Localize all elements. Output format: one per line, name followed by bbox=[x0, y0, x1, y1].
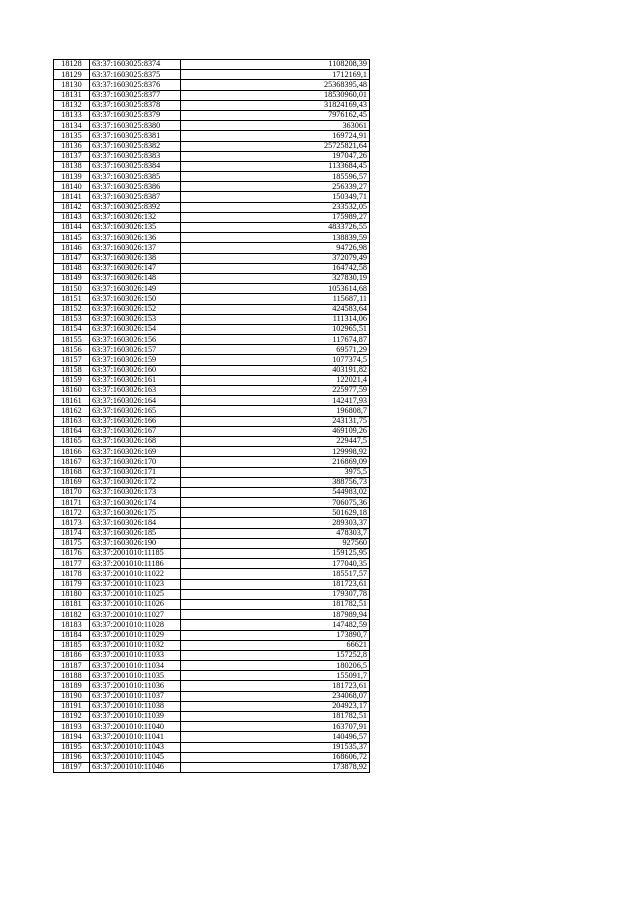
table-row bbox=[54, 263, 370, 273]
value-cell: 169724,91 bbox=[181, 131, 370, 141]
table-row bbox=[54, 620, 370, 630]
row-number-cell: 18137 bbox=[54, 151, 90, 161]
cadastral-number-cell: 63:37:1603025:8375 bbox=[90, 70, 181, 80]
table-row bbox=[54, 294, 370, 304]
value-cell: 372079,49 bbox=[181, 253, 370, 263]
row-number-cell: 18140 bbox=[54, 182, 90, 192]
table-row bbox=[54, 182, 370, 192]
table-row bbox=[54, 630, 370, 640]
row-number-cell: 18162 bbox=[54, 406, 90, 416]
table-row bbox=[54, 223, 370, 233]
table-row bbox=[54, 70, 370, 80]
row-number-cell: 18165 bbox=[54, 436, 90, 446]
table-row bbox=[54, 722, 370, 732]
table-row bbox=[54, 324, 370, 334]
row-number-cell: 18193 bbox=[54, 722, 90, 732]
cadastral-number-cell: 63:37:1603026:150 bbox=[90, 294, 181, 304]
row-number-cell: 18182 bbox=[54, 610, 90, 620]
value-cell: 66621 bbox=[181, 640, 370, 650]
table-row bbox=[54, 457, 370, 467]
row-number-cell: 18177 bbox=[54, 559, 90, 569]
row-number-cell: 18190 bbox=[54, 691, 90, 701]
value-cell: 424583,64 bbox=[181, 304, 370, 314]
value-cell: 191535,37 bbox=[181, 742, 370, 752]
value-cell: 177040,35 bbox=[181, 559, 370, 569]
row-number-cell: 18174 bbox=[54, 528, 90, 538]
cadastral-number-cell: 63:37:1603026:173 bbox=[90, 487, 181, 497]
cadastral-number-cell: 63:37:2001010:11036 bbox=[90, 681, 181, 691]
table-body bbox=[54, 60, 370, 773]
table-row bbox=[54, 202, 370, 212]
value-cell: 225977,59 bbox=[181, 386, 370, 396]
row-number-cell: 18161 bbox=[54, 396, 90, 406]
table-row bbox=[54, 579, 370, 589]
value-cell: 150349,71 bbox=[181, 192, 370, 202]
table-row bbox=[54, 416, 370, 426]
value-cell: 179307,78 bbox=[181, 589, 370, 599]
cadastral-number-cell: 63:37:1603026:166 bbox=[90, 416, 181, 426]
cadastral-number-cell: 63:37:1603025:8381 bbox=[90, 131, 181, 141]
value-cell: 1077374,5 bbox=[181, 355, 370, 365]
table-row bbox=[54, 487, 370, 497]
table-row bbox=[54, 314, 370, 324]
cadastral-number-cell: 63:37:1603026:160 bbox=[90, 365, 181, 375]
row-number-cell: 18188 bbox=[54, 671, 90, 681]
table-row bbox=[54, 508, 370, 518]
value-cell: 111314,06 bbox=[181, 314, 370, 324]
value-cell: 706075,36 bbox=[181, 498, 370, 508]
table-row bbox=[54, 426, 370, 436]
row-number-cell: 18149 bbox=[54, 273, 90, 283]
table-row bbox=[54, 640, 370, 650]
table-row bbox=[54, 742, 370, 752]
value-cell: 469109,26 bbox=[181, 426, 370, 436]
table-row bbox=[54, 538, 370, 548]
cadastral-number-cell: 63:37:1603026:168 bbox=[90, 436, 181, 446]
value-cell: 129998,92 bbox=[181, 447, 370, 457]
row-number-cell: 18136 bbox=[54, 141, 90, 151]
table-row bbox=[54, 212, 370, 222]
value-cell: 173890,7 bbox=[181, 630, 370, 640]
cadastral-number-cell: 63:37:1603025:8384 bbox=[90, 161, 181, 171]
row-number-cell: 18130 bbox=[54, 80, 90, 90]
cadastral-value-table bbox=[53, 59, 370, 773]
row-number-cell: 18158 bbox=[54, 365, 90, 375]
table-row bbox=[54, 406, 370, 416]
row-number-cell: 18135 bbox=[54, 131, 90, 141]
cadastral-number-cell: 63:37:2001010:11185 bbox=[90, 549, 181, 559]
cadastral-number-cell: 63:37:2001010:11039 bbox=[90, 712, 181, 722]
table-row bbox=[54, 467, 370, 477]
row-number-cell: 18134 bbox=[54, 121, 90, 131]
cadastral-number-cell: 63:37:1603025:8382 bbox=[90, 141, 181, 151]
table-row bbox=[54, 589, 370, 599]
table-row bbox=[54, 559, 370, 569]
value-cell: 185596,57 bbox=[181, 172, 370, 182]
cadastral-number-cell: 63:37:1603026:171 bbox=[90, 467, 181, 477]
cadastral-number-cell: 63:37:1603026:138 bbox=[90, 253, 181, 263]
row-number-cell: 18170 bbox=[54, 487, 90, 497]
value-cell: 289303,37 bbox=[181, 518, 370, 528]
value-cell: 185517,57 bbox=[181, 569, 370, 579]
cadastral-number-cell: 63:37:1603026:156 bbox=[90, 335, 181, 345]
row-number-cell: 18183 bbox=[54, 620, 90, 630]
value-cell: 1108208,39 bbox=[181, 60, 370, 70]
value-cell: 501629,18 bbox=[181, 508, 370, 518]
cadastral-number-cell: 63:37:2001010:11037 bbox=[90, 691, 181, 701]
cadastral-number-cell: 63:37:2001010:11025 bbox=[90, 589, 181, 599]
table-row bbox=[54, 752, 370, 762]
value-cell: 196808,7 bbox=[181, 406, 370, 416]
value-cell: 147482,59 bbox=[181, 620, 370, 630]
table-row bbox=[54, 732, 370, 742]
cadastral-number-cell: 63:37:1603025:8392 bbox=[90, 202, 181, 212]
table-row bbox=[54, 650, 370, 660]
cadastral-number-cell: 63:37:1603026:152 bbox=[90, 304, 181, 314]
row-number-cell: 18187 bbox=[54, 661, 90, 671]
cadastral-number-cell: 63:37:2001010:11045 bbox=[90, 752, 181, 762]
value-cell: 216869,09 bbox=[181, 457, 370, 467]
value-cell: 181723,61 bbox=[181, 681, 370, 691]
row-number-cell: 18138 bbox=[54, 161, 90, 171]
cadastral-number-cell: 63:37:1603026:190 bbox=[90, 538, 181, 548]
row-number-cell: 18145 bbox=[54, 233, 90, 243]
cadastral-number-cell: 63:37:1603026:136 bbox=[90, 233, 181, 243]
cadastral-number-cell: 63:37:2001010:11035 bbox=[90, 671, 181, 681]
row-number-cell: 18143 bbox=[54, 212, 90, 222]
cadastral-number-cell: 63:37:1603026:153 bbox=[90, 314, 181, 324]
table-row bbox=[54, 436, 370, 446]
row-number-cell: 18168 bbox=[54, 467, 90, 477]
row-number-cell: 18185 bbox=[54, 640, 90, 650]
table-row bbox=[54, 661, 370, 671]
cadastral-number-cell: 63:37:2001010:11040 bbox=[90, 722, 181, 732]
row-number-cell: 18184 bbox=[54, 630, 90, 640]
row-number-cell: 18131 bbox=[54, 90, 90, 100]
value-cell: 187989,94 bbox=[181, 610, 370, 620]
cadastral-number-cell: 63:37:2001010:11028 bbox=[90, 620, 181, 630]
value-cell: 163707,91 bbox=[181, 722, 370, 732]
cadastral-number-cell: 63:37:1603026:148 bbox=[90, 273, 181, 283]
cadastral-number-cell: 63:37:1603026:157 bbox=[90, 345, 181, 355]
row-number-cell: 18150 bbox=[54, 284, 90, 294]
value-cell: 197047,26 bbox=[181, 151, 370, 161]
row-number-cell: 18139 bbox=[54, 172, 90, 182]
table-row bbox=[54, 569, 370, 579]
value-cell: 204923,17 bbox=[181, 701, 370, 711]
cadastral-number-cell: 63:37:1603025:8379 bbox=[90, 110, 181, 120]
table-row bbox=[54, 477, 370, 487]
table-row bbox=[54, 121, 370, 131]
value-cell: 363061 bbox=[181, 121, 370, 131]
row-number-cell: 18189 bbox=[54, 681, 90, 691]
table-row bbox=[54, 151, 370, 161]
cadastral-number-cell: 63:37:2001010:11034 bbox=[90, 661, 181, 671]
value-cell: 157252,8 bbox=[181, 650, 370, 660]
cadastral-number-cell: 63:37:2001010:11043 bbox=[90, 742, 181, 752]
row-number-cell: 18157 bbox=[54, 355, 90, 365]
cadastral-number-cell: 63:37:1603025:8376 bbox=[90, 80, 181, 90]
value-cell: 544983,02 bbox=[181, 487, 370, 497]
row-number-cell: 18163 bbox=[54, 416, 90, 426]
cadastral-number-cell: 63:37:2001010:11038 bbox=[90, 701, 181, 711]
row-number-cell: 18186 bbox=[54, 650, 90, 660]
value-cell: 159125,95 bbox=[181, 549, 370, 559]
row-number-cell: 18154 bbox=[54, 324, 90, 334]
table-row bbox=[54, 233, 370, 243]
cadastral-number-cell: 63:37:2001010:11046 bbox=[90, 762, 181, 772]
cadastral-number-cell: 63:37:1603026:163 bbox=[90, 386, 181, 396]
value-cell: 117674,87 bbox=[181, 335, 370, 345]
value-cell: 388756,73 bbox=[181, 477, 370, 487]
row-number-cell: 18180 bbox=[54, 589, 90, 599]
row-number-cell: 18152 bbox=[54, 304, 90, 314]
row-number-cell: 18196 bbox=[54, 752, 90, 762]
value-cell: 25725821,64 bbox=[181, 141, 370, 151]
cadastral-number-cell: 63:37:1603025:8377 bbox=[90, 90, 181, 100]
cadastral-number-cell: 63:37:1603026:169 bbox=[90, 447, 181, 457]
table-row bbox=[54, 90, 370, 100]
value-cell: 4833726,55 bbox=[181, 223, 370, 233]
table-row bbox=[54, 172, 370, 182]
value-cell: 181723,61 bbox=[181, 579, 370, 589]
value-cell: 168606,72 bbox=[181, 752, 370, 762]
table-row bbox=[54, 386, 370, 396]
table-row bbox=[54, 528, 370, 538]
table-row bbox=[54, 518, 370, 528]
table-row bbox=[54, 681, 370, 691]
value-cell: 122021,4 bbox=[181, 375, 370, 385]
table-row bbox=[54, 396, 370, 406]
value-cell: 233532,05 bbox=[181, 202, 370, 212]
row-number-cell: 18197 bbox=[54, 762, 90, 772]
cadastral-number-cell: 63:37:2001010:11041 bbox=[90, 732, 181, 742]
cadastral-number-cell: 63:37:1603026:164 bbox=[90, 396, 181, 406]
cadastral-number-cell: 63:37:1603026:154 bbox=[90, 324, 181, 334]
table-row bbox=[54, 355, 370, 365]
row-number-cell: 18156 bbox=[54, 345, 90, 355]
table-row bbox=[54, 80, 370, 90]
cadastral-number-cell: 63:37:2001010:11026 bbox=[90, 599, 181, 609]
table-row bbox=[54, 60, 370, 70]
cadastral-number-cell: 63:37:1603026:184 bbox=[90, 518, 181, 528]
cadastral-number-cell: 63:37:1603025:8387 bbox=[90, 192, 181, 202]
row-number-cell: 18175 bbox=[54, 538, 90, 548]
row-number-cell: 18192 bbox=[54, 712, 90, 722]
value-cell: 243131,75 bbox=[181, 416, 370, 426]
row-number-cell: 18142 bbox=[54, 202, 90, 212]
cadastral-number-cell: 63:37:1603026:159 bbox=[90, 355, 181, 365]
table-row bbox=[54, 691, 370, 701]
value-cell: 403191,82 bbox=[181, 365, 370, 375]
row-number-cell: 18172 bbox=[54, 508, 90, 518]
cadastral-number-cell: 63:37:1603026:149 bbox=[90, 284, 181, 294]
table-row bbox=[54, 284, 370, 294]
cadastral-number-cell: 63:37:1603026:135 bbox=[90, 223, 181, 233]
row-number-cell: 18133 bbox=[54, 110, 90, 120]
value-cell: 229447,5 bbox=[181, 436, 370, 446]
value-cell: 180206,5 bbox=[181, 661, 370, 671]
value-cell: 173878,92 bbox=[181, 762, 370, 772]
table-row bbox=[54, 192, 370, 202]
table-row bbox=[54, 498, 370, 508]
cadastral-number-cell: 63:37:1603025:8378 bbox=[90, 100, 181, 110]
table-row bbox=[54, 549, 370, 559]
table-row bbox=[54, 131, 370, 141]
table-row bbox=[54, 671, 370, 681]
cadastral-number-cell: 63:37:1603026:170 bbox=[90, 457, 181, 467]
table-row bbox=[54, 345, 370, 355]
table-row bbox=[54, 141, 370, 151]
row-number-cell: 18155 bbox=[54, 335, 90, 345]
value-cell: 1133684,45 bbox=[181, 161, 370, 171]
row-number-cell: 18176 bbox=[54, 549, 90, 559]
cadastral-number-cell: 63:37:2001010:11027 bbox=[90, 610, 181, 620]
cadastral-number-cell: 63:37:1603025:8374 bbox=[90, 60, 181, 70]
row-number-cell: 18146 bbox=[54, 243, 90, 253]
cadastral-number-cell: 63:37:2001010:11029 bbox=[90, 630, 181, 640]
value-cell: 94726,98 bbox=[181, 243, 370, 253]
value-cell: 18530960,01 bbox=[181, 90, 370, 100]
table-row bbox=[54, 335, 370, 345]
value-cell: 478303,7 bbox=[181, 528, 370, 538]
row-number-cell: 18167 bbox=[54, 457, 90, 467]
cadastral-number-cell: 63:37:1603025:8383 bbox=[90, 151, 181, 161]
value-cell: 256339,27 bbox=[181, 182, 370, 192]
cadastral-number-cell: 63:37:1603026:185 bbox=[90, 528, 181, 538]
table-row bbox=[54, 599, 370, 609]
row-number-cell: 18151 bbox=[54, 294, 90, 304]
cadastral-number-cell: 63:37:2001010:11023 bbox=[90, 579, 181, 589]
row-number-cell: 18144 bbox=[54, 223, 90, 233]
value-cell: 175989,27 bbox=[181, 212, 370, 222]
value-cell: 234068,07 bbox=[181, 691, 370, 701]
cadastral-number-cell: 63:37:2001010:11033 bbox=[90, 650, 181, 660]
value-cell: 31824169,43 bbox=[181, 100, 370, 110]
row-number-cell: 18173 bbox=[54, 518, 90, 528]
value-cell: 140496,57 bbox=[181, 732, 370, 742]
row-number-cell: 18132 bbox=[54, 100, 90, 110]
cadastral-number-cell: 63:37:1603025:8385 bbox=[90, 172, 181, 182]
table-row bbox=[54, 161, 370, 171]
table-row bbox=[54, 365, 370, 375]
value-cell: 69571,29 bbox=[181, 345, 370, 355]
value-cell: 102965,51 bbox=[181, 324, 370, 334]
value-cell: 7976162,45 bbox=[181, 110, 370, 120]
row-number-cell: 18160 bbox=[54, 386, 90, 396]
cadastral-number-cell: 63:37:1603026:147 bbox=[90, 263, 181, 273]
value-cell: 142417,93 bbox=[181, 396, 370, 406]
row-number-cell: 18191 bbox=[54, 701, 90, 711]
table-row bbox=[54, 100, 370, 110]
cadastral-number-cell: 63:37:1603026:165 bbox=[90, 406, 181, 416]
cadastral-number-cell: 63:37:1603026:175 bbox=[90, 508, 181, 518]
value-cell: 181782,51 bbox=[181, 599, 370, 609]
row-number-cell: 18164 bbox=[54, 426, 90, 436]
row-number-cell: 18194 bbox=[54, 732, 90, 742]
table-row bbox=[54, 712, 370, 722]
table-row bbox=[54, 375, 370, 385]
cadastral-number-cell: 63:37:1603026:132 bbox=[90, 212, 181, 222]
row-number-cell: 18179 bbox=[54, 579, 90, 589]
row-number-cell: 18195 bbox=[54, 742, 90, 752]
cadastral-number-cell: 63:37:1603025:8386 bbox=[90, 182, 181, 192]
cadastral-number-cell: 63:37:1603026:174 bbox=[90, 498, 181, 508]
table-row bbox=[54, 110, 370, 120]
value-cell: 1053614,68 bbox=[181, 284, 370, 294]
row-number-cell: 18178 bbox=[54, 569, 90, 579]
cadastral-number-cell: 63:37:1603026:161 bbox=[90, 375, 181, 385]
value-cell: 164742,58 bbox=[181, 263, 370, 273]
table-row bbox=[54, 243, 370, 253]
cadastral-number-cell: 63:37:1603026:167 bbox=[90, 426, 181, 436]
value-cell: 927560 bbox=[181, 538, 370, 548]
table-row bbox=[54, 304, 370, 314]
row-number-cell: 18141 bbox=[54, 192, 90, 202]
table-row bbox=[54, 610, 370, 620]
table-row bbox=[54, 701, 370, 711]
value-cell: 327830,19 bbox=[181, 273, 370, 283]
cadastral-number-cell: 63:37:2001010:11022 bbox=[90, 569, 181, 579]
row-number-cell: 18153 bbox=[54, 314, 90, 324]
row-number-cell: 18147 bbox=[54, 253, 90, 263]
value-cell: 25368395,48 bbox=[181, 80, 370, 90]
row-number-cell: 18181 bbox=[54, 599, 90, 609]
value-cell: 138839,59 bbox=[181, 233, 370, 243]
row-number-cell: 18129 bbox=[54, 70, 90, 80]
row-number-cell: 18166 bbox=[54, 447, 90, 457]
row-number-cell: 18169 bbox=[54, 477, 90, 487]
table-row bbox=[54, 253, 370, 263]
row-number-cell: 18148 bbox=[54, 263, 90, 273]
table-row bbox=[54, 273, 370, 283]
value-cell: 155091,7 bbox=[181, 671, 370, 681]
value-cell: 3975,5 bbox=[181, 467, 370, 477]
value-cell: 115687,11 bbox=[181, 294, 370, 304]
table-row bbox=[54, 447, 370, 457]
row-number-cell: 18159 bbox=[54, 375, 90, 385]
value-cell: 1712169,1 bbox=[181, 70, 370, 80]
cadastral-number-cell: 63:37:2001010:11186 bbox=[90, 559, 181, 569]
cadastral-number-cell: 63:37:1603025:8380 bbox=[90, 121, 181, 131]
cadastral-number-cell: 63:37:1603026:137 bbox=[90, 243, 181, 253]
value-cell: 181782,51 bbox=[181, 712, 370, 722]
cadastral-number-cell: 63:37:2001010:11032 bbox=[90, 640, 181, 650]
cadastral-number-cell: 63:37:1603026:172 bbox=[90, 477, 181, 487]
table-row bbox=[54, 762, 370, 772]
row-number-cell: 18128 bbox=[54, 60, 90, 70]
row-number-cell: 18171 bbox=[54, 498, 90, 508]
